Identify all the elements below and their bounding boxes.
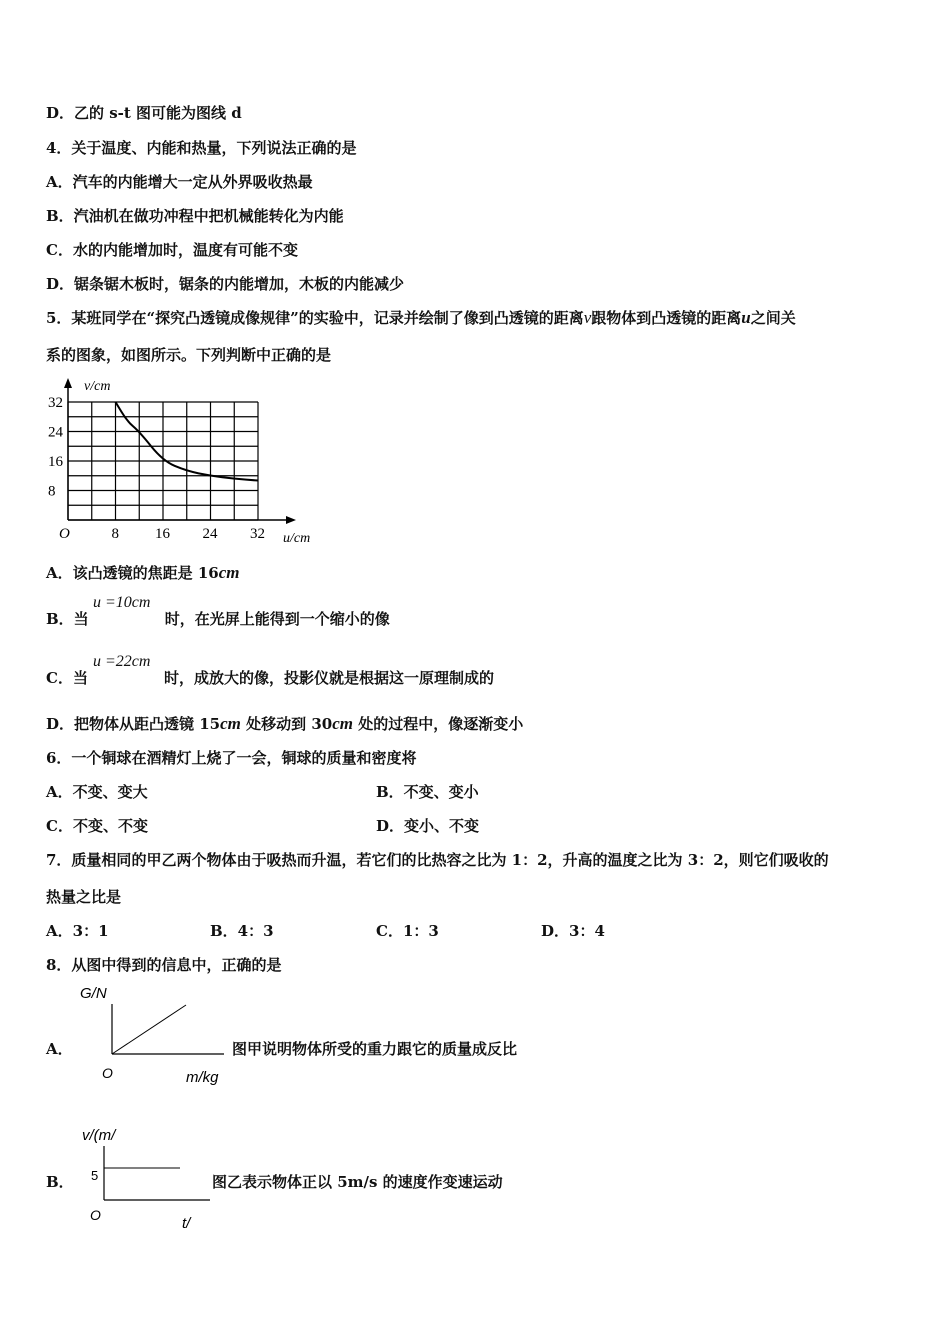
q8-option-b-text: 图乙表示物体正以 5m/s 的速度作变速运动: [212, 1173, 503, 1191]
q5-origin: O: [59, 526, 70, 542]
q8-option-a-text: 图甲说明物体所受的重力跟它的质量成反比: [232, 1040, 518, 1058]
q5-option-a: A．该凸透镜的焦距是 16cm: [46, 563, 240, 582]
q5-y-tick-label: 24: [48, 424, 63, 441]
q5-x-tick-label: 8: [111, 526, 119, 542]
q5-y-tick-label: 16: [48, 454, 63, 470]
q8b-origin: O: [90, 1207, 101, 1223]
q5-x-arrow: [286, 516, 296, 524]
q5-y-tick-label: 32: [48, 395, 63, 411]
q5-x-tick-label: 32: [250, 526, 265, 542]
q6-stem: 6．一个铜球在酒精灯上烧了一会，铜球的质量和密度将: [46, 749, 417, 767]
q5-x-label: u/cm: [283, 531, 311, 546]
q7-stem-line2: 热量之比是: [46, 888, 122, 906]
q5-x-tick-label: 16: [155, 526, 170, 542]
q8-option-b-label: B．: [46, 1173, 74, 1191]
q6-option-d: D．变小、不变: [376, 817, 480, 835]
q5-y-arrow: [64, 378, 72, 388]
q5-option-d: D．把物体从距凸透镜 15cm 处移动到 30cm 处的过程中，像逐渐变小: [46, 714, 524, 733]
q5-grid: [68, 402, 258, 520]
q8b-y-label: v/(m/: [82, 1127, 116, 1144]
q3-option-d: D．乙的 s-t 图可能为图线 d: [46, 104, 242, 122]
q8-option-a-label: A．: [46, 1040, 73, 1058]
q5-stem-line2: 系的图象，如图所示。下列判断中正确的是: [46, 346, 332, 364]
q5-option-b: B．当 时，在光屏上能得到一个缩小的像: [46, 610, 390, 628]
q8b-y-tick: 5: [91, 1168, 99, 1183]
q4-option-c: C．水的内能增加时，温度有可能不变: [46, 241, 298, 259]
q5-y-label: v/cm: [84, 379, 111, 394]
q6-option-c: C．不变、不变: [46, 817, 148, 835]
q4-option-a: A．汽车的内能增大一定从外界吸收热最: [46, 173, 313, 191]
q5-x-tick-label: 24: [202, 526, 218, 542]
q8-stem: 8．从图中得到的信息中，正确的是: [46, 956, 282, 974]
q4-option-d: D．锯条锯木板时，锯条的内能增加，木板的内能减少: [46, 275, 405, 293]
q8a-y-label: G/N: [80, 985, 107, 1002]
q5-option-b-formula: u =10cm: [93, 594, 151, 611]
q6-option-a: A．不变、变大: [46, 783, 148, 801]
q7-option-a: A．3：1: [46, 922, 109, 940]
q7-option-c: C．1：3: [376, 922, 439, 940]
q7-stem-line1: 7．质量相同的甲乙两个物体由于吸热而升温，若它们的比热容之比为 1：2，升高的温度之比为 3：2，则它们吸收的: [46, 851, 829, 869]
q5-option-c: C．当 时，成放大的像，投影仪就是根据这一原理制成的: [46, 669, 494, 687]
q5-v-u-graph: [40, 374, 330, 550]
q6-option-b: B．不变、变小: [376, 783, 479, 801]
q8-graph-b: [76, 1118, 216, 1234]
q8a-origin: O: [102, 1065, 113, 1081]
q4-option-b: B．汽油机在做功冲程中把机械能转化为内能: [46, 207, 344, 225]
q7-option-b: B．4：3: [210, 922, 274, 940]
q8-graph-a: [76, 982, 236, 1088]
q5-option-c-formula: u =22cm: [93, 653, 151, 670]
q8a-line: [112, 1005, 186, 1054]
q5-y-tick-label: 8: [48, 483, 56, 500]
q8b-x-label: t/: [182, 1215, 191, 1232]
q5-stem-line1: 5．某班同学在“探究凸透镜成像规律”的实验中，记录并绘制了像到凸透镜的距离v跟物体到凸透镜的距离u之间关: [46, 308, 796, 327]
q8a-x-label: m/kg: [186, 1069, 219, 1086]
q4-stem: 4．关于温度、内能和热量，下列说法正确的是: [46, 139, 357, 157]
q7-option-d: D．3：4: [541, 922, 605, 940]
